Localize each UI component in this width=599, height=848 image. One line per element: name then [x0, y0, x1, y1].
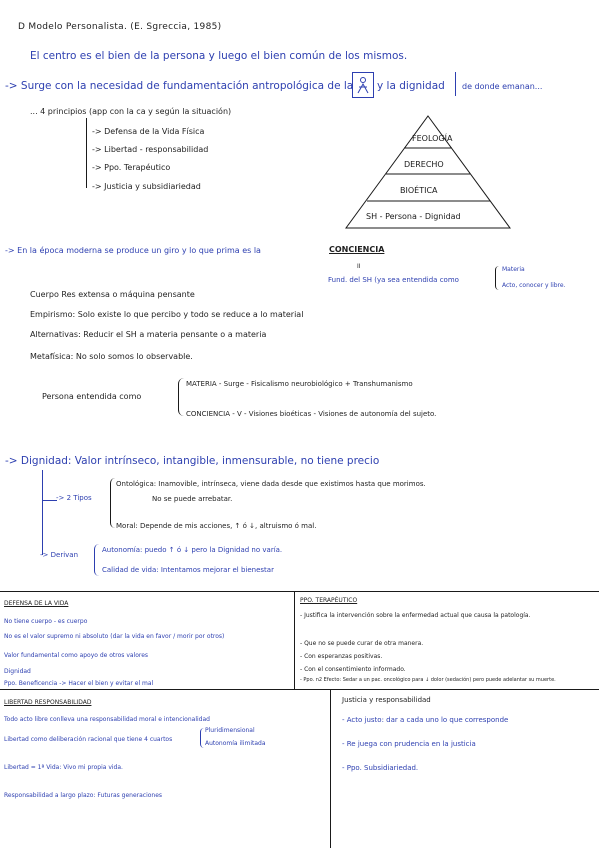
derivan-brace [94, 544, 99, 576]
box1-title: DEFENSA DE LA VIDA [4, 600, 69, 607]
intro-line: El centro es el bien de la persona y luego el bien común de los mismos. [30, 50, 408, 62]
box4-title: Justicia y responsabilidad [342, 696, 431, 704]
bracket-line [455, 72, 456, 96]
box1-line: No es el valor supremo ni absoluto (dar la vida en favor / morir por otros) [4, 633, 225, 640]
tipos-brace [110, 478, 115, 528]
box2-line: - Con esperanzas positivas. [300, 653, 383, 660]
person-box-icon [352, 72, 374, 98]
ontologica-line: Ontológica: Inamovible, intrínseca, viene dada desde que existimos hasta que morimos. [116, 480, 426, 488]
derivan-connector [42, 500, 43, 555]
metafisica-line: Metafísica: No solo somos lo observable. [30, 352, 193, 361]
divider-mid-upper [294, 591, 295, 690]
box4-line: - Acto justo: dar a cada uno lo que corresponde [342, 716, 509, 724]
box2-line: - Justifica la intervención sobre la enfermedad actual que causa la patología. [300, 612, 531, 619]
box2-line: - Con el consentimiento informado. [300, 666, 406, 673]
dignidad-text: y la dignidad [377, 80, 445, 92]
box1-line: Dignidad [4, 668, 31, 675]
box2-title: PPO. TERAPÉUTICO [300, 597, 358, 604]
emanan-text: de donde emanan... [462, 82, 543, 91]
box3-side: Autonomía ilimitada [205, 740, 266, 747]
principle-item: -> Libertad - responsabilidad [92, 145, 209, 154]
alternativas-line: Alternativas: Reducir el SH a materia pensante o a materia [30, 330, 267, 339]
box3-title: LIBERTAD RESPONSABILIDAD [4, 699, 92, 706]
box1-line: Valor fundamental como apoyo de otros valores [4, 652, 149, 659]
derivan-label: -> Derivan [40, 551, 79, 559]
autonomia-line: Autonomía: puedo ↑ ó ↓ pero la Dignidad no varía. [102, 546, 283, 554]
principles-intro: ... 4 principios (app con la ca y según la situación) [30, 107, 232, 116]
divider-middle [0, 689, 599, 690]
box1-line: Ppo. Beneficencia -> Hacer el bien y evitar el mal [4, 680, 154, 687]
pyramid-level: FEOLOGÍA [412, 134, 453, 143]
principle-item: -> Justicia y subsidiariedad [92, 182, 201, 191]
empirismo-line: Empirismo: Solo existe lo que percibo y todo se reduce a lo material [30, 310, 304, 319]
pyramid-level: DERECHO [404, 160, 444, 169]
fund-brace [495, 266, 500, 290]
tipos-connector [42, 470, 57, 501]
moral-line: Moral: Depende de mis acciones, ↑ ó ↓, altruismo ó mal. [116, 522, 317, 530]
persona-line: Persona entendida como [42, 392, 142, 401]
box4-line: - Re juega con prudencia en la justicia [342, 740, 476, 748]
principle-item: -> Defensa de la Vida Física [92, 127, 205, 136]
cuerpo-line: Cuerpo Res extensa o máquina pensante [30, 290, 195, 299]
pyramid-level: BIOÉTICA [400, 186, 438, 195]
surge-line: -> Surge con la necesidad de fundamentación antropológica de la [5, 80, 354, 92]
box3-line: Responsabilidad a largo plazo: Futuras generaciones [4, 792, 163, 799]
box3-line: Libertad = 1ª Vida: Vivo mi propia vida. [4, 764, 123, 771]
tipos-label: -> 2 Tipos [56, 494, 92, 502]
box4-line: - Ppo. Subsidiariedad. [342, 764, 419, 772]
conciencia-line: CONCIENCIA - V - Visiones bioéticas - Visiones de autonomía del sujeto. [186, 410, 437, 418]
box2-line: - Que no se puede curar de otra manera. [300, 640, 424, 647]
box1-line: No tiene cuerpo - es cuerpo [4, 618, 88, 625]
acto-option: Acto, conocer y libre. [502, 282, 566, 289]
box3-line: Todo acto libre conlleva una responsabilidad moral e intencionalidad [4, 716, 210, 723]
calidad-line: Calidad de vida: Intentamos mejorar el bienestar [102, 566, 274, 574]
box3-side: Pluridimensional [205, 727, 255, 734]
materia-line: MATERIA - Surge - Fisicalismo neurobiológico + Transhumanismo [186, 380, 413, 388]
page-title: D Modelo Personalista. (E. Sgreccia, 1985) [18, 22, 222, 32]
fund-line: Fund. del SH (ya sea entendida como [328, 276, 459, 284]
box3-brace [200, 728, 204, 748]
epoch-line: -> En la época moderna se produce un giro y lo que prima es la [5, 246, 261, 255]
box2-line: - Ppo. n2 Efecto: Sedar a un pac. oncológico para ↓ dolor (sedación) pero puede adelantar su muerte. [300, 677, 556, 683]
principle-item: -> Ppo. Terapéutico [92, 163, 171, 172]
divider-top [0, 591, 599, 592]
materia-option: Materia [502, 266, 525, 273]
ontologica-line-2: No se puede arrebatar. [152, 495, 233, 503]
persona-brace [178, 378, 184, 416]
box3-line: Libertad como deliberación racional que tiene 4 cuartos [4, 736, 173, 743]
dignidad-line: -> Dignidad: Valor intrínseco, intangible, inmensurable, no tiene precio [5, 455, 380, 467]
conciencia-label: CONCIENCIA [329, 245, 385, 254]
pyramid-level: SH - Persona - Dignidad [366, 212, 461, 221]
fund-numeral: II [357, 263, 361, 270]
divider-mid-lower [330, 689, 331, 848]
